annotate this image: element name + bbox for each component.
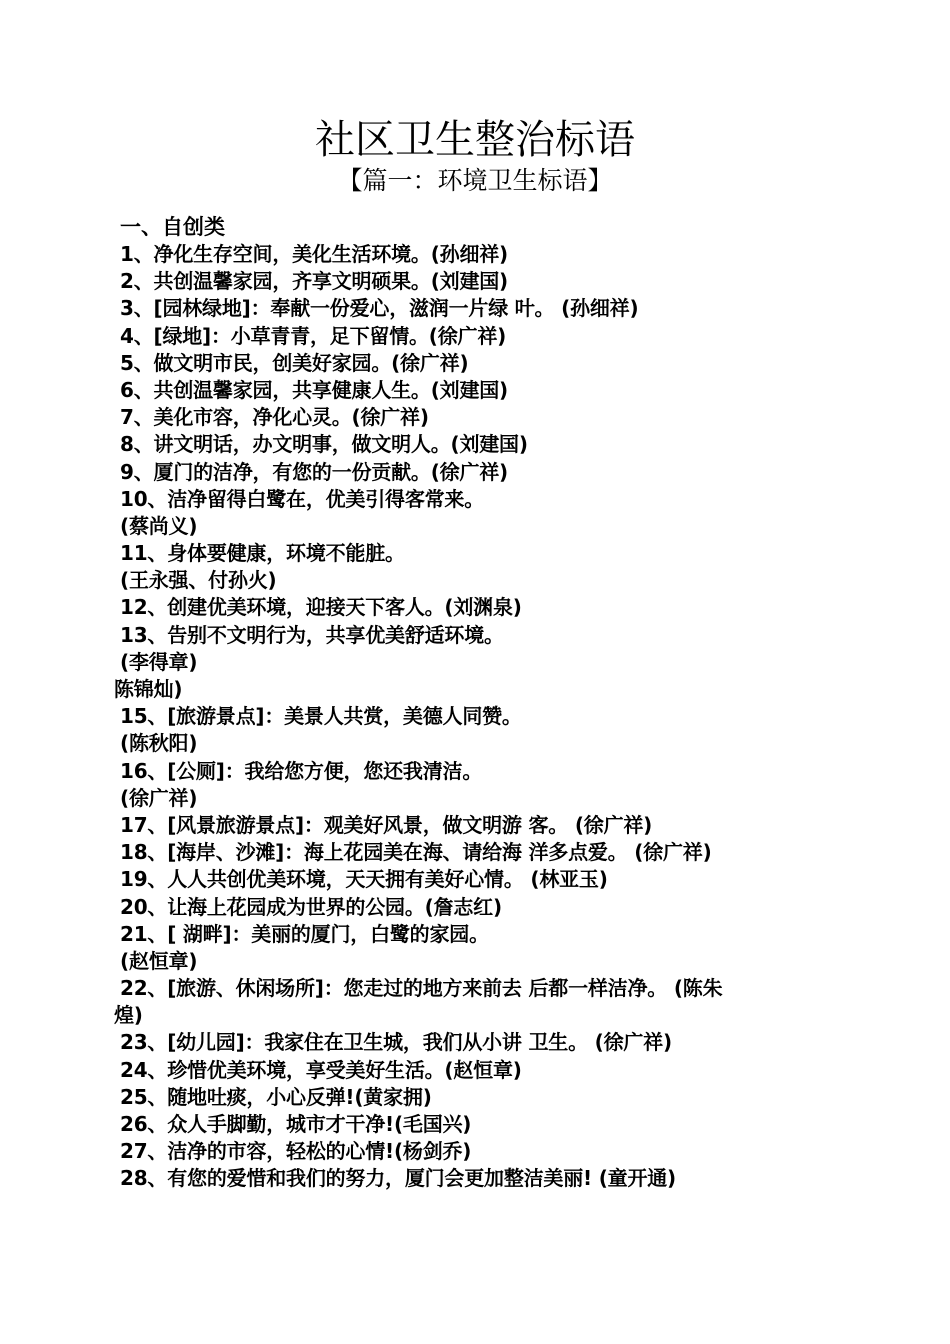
slogan-attribution: (陈秋阳) [120, 731, 198, 756]
slogan-line: 22、[旅游、休闲场所]：您走过的地方来前去 后都一样洁净。 (陈朱 [120, 976, 723, 1001]
slogan-line: 19、人人共创优美环境，天天拥有美好心情。 (林亚玉) [120, 867, 608, 892]
slogan-line: 20、让海上花园成为世界的公园。(詹志红) [120, 894, 502, 919]
slogan-line: 8、讲文明话，办文明事，做文明人。(刘建国) [120, 432, 528, 457]
slogan-line: 2、共创温馨家园，齐享文明硕果。(刘建国) [120, 269, 508, 294]
slogan-line: 24、珍惜优美环境，享受美好生活。(赵恒章) [120, 1057, 522, 1082]
slogan-line: 12、创建优美环境，迎接天下客人。(刘渊泉) [120, 595, 522, 620]
slogan-line: 21、[ 湖畔]：美丽的厦门，白鹭的家园。 [120, 921, 489, 946]
slogan-attribution: (赵恒章) [120, 948, 198, 973]
document-title: 社区卫生整治标语 [315, 117, 635, 163]
slogan-line: 5、做文明市民，创美好家园。(徐广祥) [120, 350, 469, 375]
slogan-line: 17、[风景旅游景点]：观美好风景，做文明游 客。 (徐广祥) [120, 812, 653, 837]
section-heading: 一、自创类 [120, 215, 225, 239]
slogan-attribution: 煌) [114, 1003, 143, 1028]
slogan-line: 25、随地吐痰，小心反弹!(黄家拥) [120, 1084, 432, 1109]
slogan-line: 27、洁净的市容，轻松的心情!(杨剑乔) [120, 1139, 472, 1164]
slogan-line: 6、共创温馨家园，共享健康人生。(刘建国) [120, 377, 508, 402]
slogan-line: 15、[旅游景点]：美景人共赏，美德人同赞。 [120, 704, 522, 729]
slogan-line: 28、有您的爱惜和我们的努力，厦门会更加整洁美丽! (童开通) [120, 1166, 676, 1191]
slogan-attribution: 陈锦灿) [114, 677, 183, 701]
slogan-line: 9、厦门的洁净，有您的一份贡献。(徐广祥) [120, 459, 508, 484]
slogan-line: 3、[园林绿地]：奉献一份爱心，滋润一片绿 叶。 (孙细祥) [120, 296, 639, 321]
slogan-line: 10、洁净留得白鹭在，优美引得客常来。 [120, 486, 485, 511]
slogan-line: 4、[绿地]：小草青青，足下留情。(徐广祥) [120, 323, 507, 348]
slogan-line: 13、告别不文明行为，共享优美舒适环境。 [120, 622, 504, 647]
slogan-line: 18、[海岸、沙滩]：海上花园美在海、请给海 洋多点爱。 (徐广祥) [120, 840, 712, 865]
slogan-line: 7、美化市容，净化心灵。(徐广祥) [120, 405, 429, 430]
slogan-list [114, 241, 840, 1193]
document-subtitle: 【篇一：环境卫生标语】 [337, 166, 613, 195]
slogan-line: 1、净化生存空间，美化生活环境。(孙细祥) [120, 242, 508, 266]
slogan-attribution: (蔡尚义) [120, 513, 198, 538]
slogan-attribution: (王永强、付孙火) [120, 568, 277, 593]
slogan-line: 23、[幼儿园]：我家住在卫生城，我们从小讲 卫生。 (徐广祥) [120, 1030, 672, 1055]
slogan-attribution: (李得章) [120, 649, 198, 674]
slogan-line: 26、众人手脚勤，城市才干净!(毛国兴) [120, 1112, 472, 1136]
slogan-line: 16、[公厕]：我给您方便，您还我清洁。 [120, 758, 483, 783]
slogan-attribution: (徐广祥) [120, 785, 198, 810]
slogan-line: 11、身体要健康，环境不能脏。 [120, 541, 405, 566]
